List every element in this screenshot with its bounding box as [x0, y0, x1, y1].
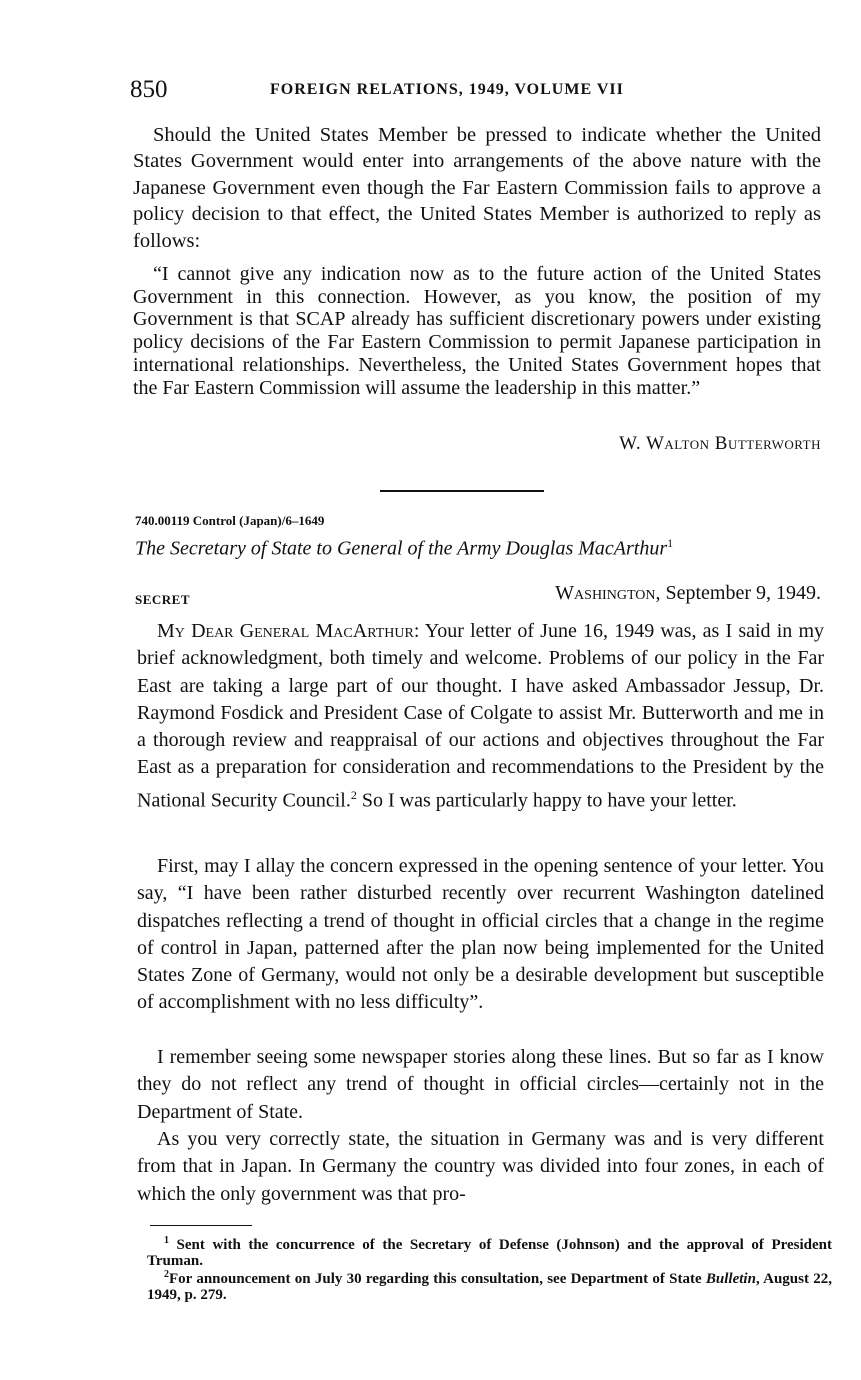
- classification-label: SECRET: [135, 592, 191, 607]
- running-head: [130, 76, 822, 110]
- footnote-marker-1: 1: [667, 536, 674, 550]
- letter-paragraph-1-end: So I was particularly happy to have your letter.: [356, 789, 737, 812]
- section-divider: [380, 490, 544, 492]
- footnote-2-text: For announcement on July 30 regarding this consultation, see Department of State: [169, 1271, 706, 1287]
- footnote-2-italic: Bulletin: [705, 1271, 756, 1287]
- footnote-marker-2: 2: [350, 787, 357, 802]
- page-number: 850: [130, 76, 168, 103]
- file-number: 740.00119 Control (Japan)/6–1649: [135, 513, 325, 528]
- salutation: My Dear General MacArthur: [157, 620, 414, 642]
- dateline: [555, 582, 821, 605]
- letter-paragraph-1-text: : Your letter of June 16, 1949 was, as I said in my brief acknowledgment, both timely and welcome. Problems of our policy in the Far East are taking a large part of our thought. I have asked Ambassador Jessup, Dr. Raymond Fosdick and President Case of Colgate to assist Mr. Butterworth and me in a thorough review and reappraisal of our actions and objectives throughout the Far East as a preparation for consideration and recommendations to the President by the National Security Council.: [137, 620, 824, 812]
- dateline-place: Washington: [555, 582, 656, 604]
- document-title: [135, 536, 673, 561]
- intro-paragraph: Should the United States Member be pressed to indicate whether the United States Government would enter into arrangements of the above nature with the Japanese Government even though the Far Eastern Commission fails to approve a policy decision to that effect, the United States Member is authorized to reply as follows:: [133, 124, 821, 252]
- document-title-text: The Secretary of State to General of the Army Douglas MacArthur: [135, 537, 668, 560]
- footnote-1-mark: 1: [164, 1235, 169, 1246]
- quoted-reply: “I cannot give any indication now as to the future action of the United States Government in this connection. However, as you know, the position of my Government is that SCAP already has sufficient discretionary powers under existing policy decisions of the Far Eastern Commission to permit Japanese participation in international relationships. Nevertheless, the United States Government hopes that the Far Eastern Commission will assume the leadership in this matter.”: [133, 263, 821, 399]
- footnote-2-mark: 2: [164, 1269, 169, 1280]
- letter-paragraph-1: [137, 618, 824, 815]
- letter-paragraph-3: I remember seeing some newspaper stories along these lines. But so far as I know they do not reflect any trend of thought in official circles—certainly not in the Department of State.: [137, 1046, 824, 1123]
- running-head-title: FOREIGN RELATIONS, 1949, VOLUME VII: [270, 81, 624, 98]
- signature: W. Walton Butterworth: [619, 433, 821, 454]
- footnote-1-text: Sent with the concurrence of the Secretary of Defense (Johnson) and the approval of President Truman.: [147, 1237, 832, 1269]
- letter-paragraph-4: As you very correctly state, the situation in Germany was and is very different from that in Japan. In Germany the country was divided into four zones, in each of which the only government was that pro-: [137, 1128, 824, 1205]
- footnote-2: [147, 1267, 832, 1303]
- letter-paragraph-2: First, may I allay the concern expressed in the opening sentence of your letter. You say, “I have been rather disturbed recently over recurrent Washington datelined dispatches reflecting a trend of thought in official circles that a change in the regime of control in Japan, patterned after the plan now being implemented for the United States Zone of Germany, would not only be a desirable development but susceptible of accomplishment with no less difficulty”.: [137, 855, 824, 1014]
- footnote-2-text-end: , August 22, 1949, p. 279.: [147, 1271, 832, 1303]
- footnote-1: [147, 1233, 832, 1269]
- dateline-date: , September 9, 1949.: [655, 582, 821, 604]
- footnote-divider: [150, 1225, 252, 1226]
